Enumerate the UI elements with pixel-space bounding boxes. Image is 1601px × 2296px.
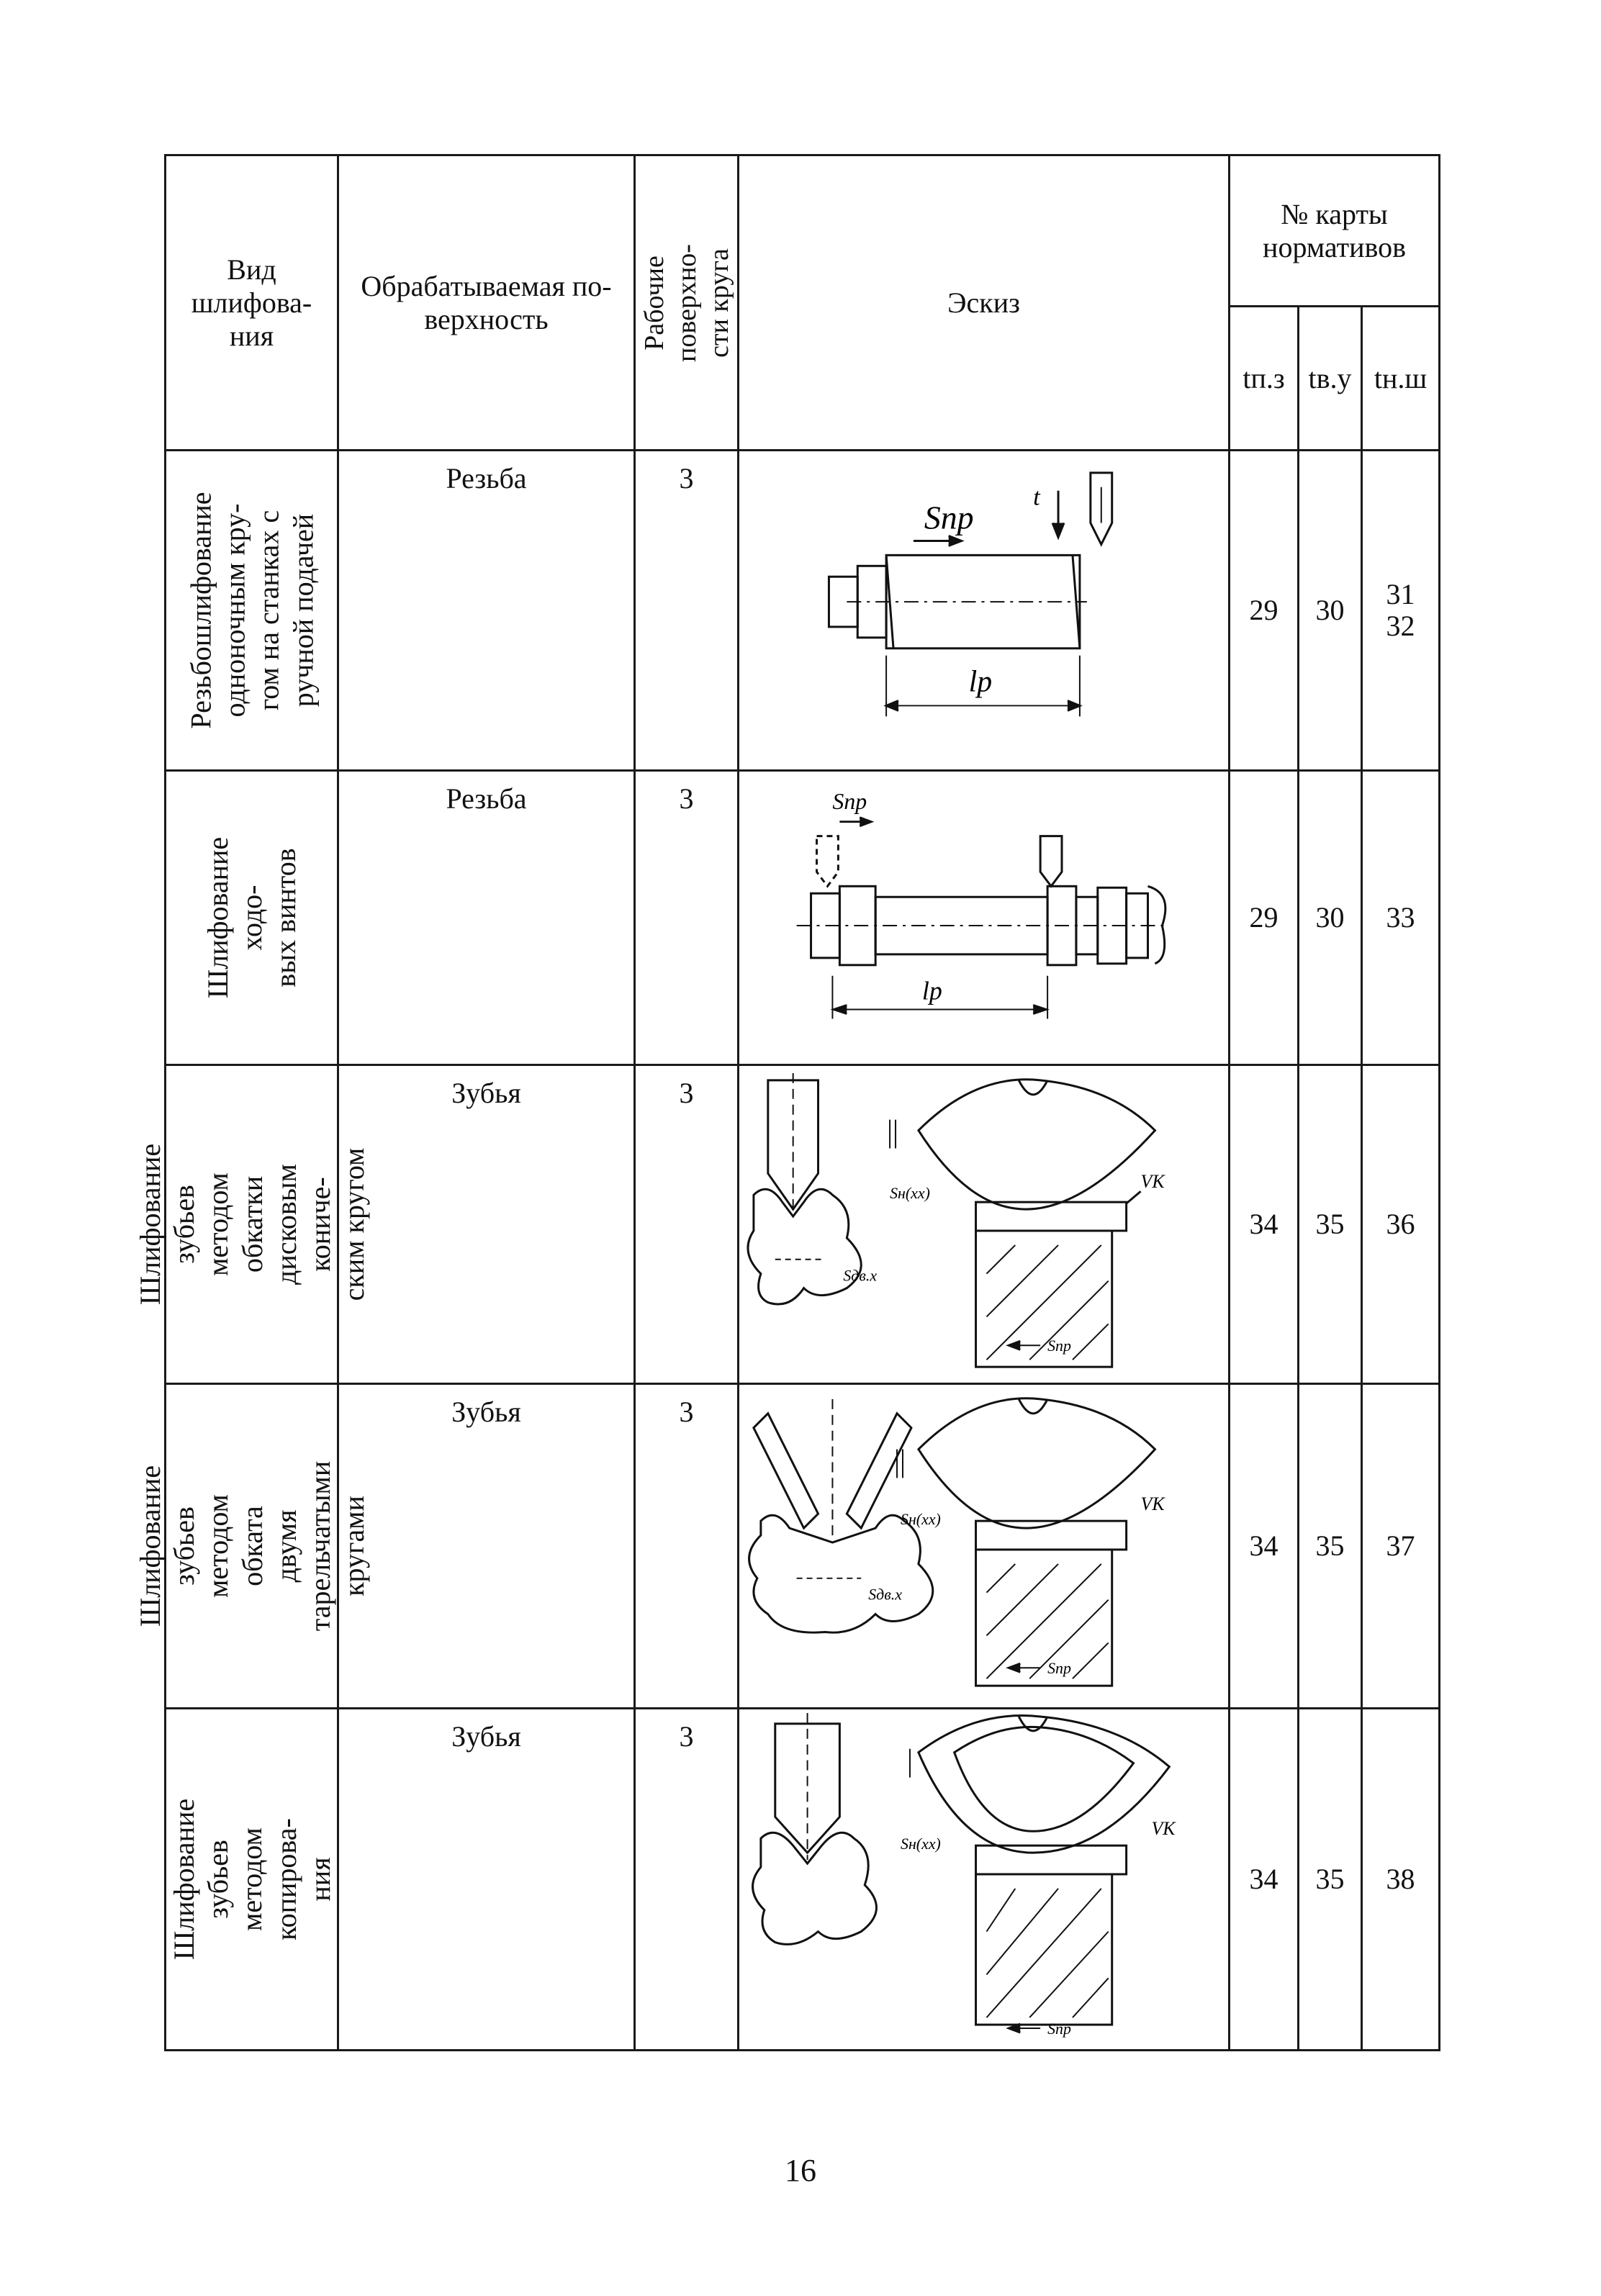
row-type-cell (166, 451, 338, 771)
row-working-surfaces-cell (635, 1709, 739, 2051)
label-long-feed: Sпр (1047, 1337, 1071, 1355)
row-tpz: 34 (1249, 1863, 1278, 1896)
page-number: 16 (785, 2153, 816, 2188)
row-tvu: 30 (1315, 594, 1345, 627)
header-tpz-label: tп.з (1243, 361, 1285, 394)
row-sketch-cell (739, 1065, 1230, 1384)
header-tpz-cell (1230, 307, 1299, 451)
row-tnsh-cell (1362, 1384, 1440, 1709)
row-tpz-cell (1230, 1384, 1299, 1709)
row-tnsh-cell (1362, 1065, 1440, 1384)
header-tvu-label: tв.у (1308, 361, 1352, 394)
row-surface-text: Резьба (446, 462, 527, 494)
label-vertical-feed: Sн(хх) (901, 1835, 941, 1853)
row-tpz-cell (1230, 1065, 1299, 1384)
row-type-text: Шлифование зубьев методом копирова- ния (167, 1799, 336, 1961)
label-wheel-speed: VK (1151, 1818, 1176, 1840)
row-tnsh-cell (1362, 451, 1440, 771)
row-tvu: 35 (1315, 1529, 1345, 1563)
row-tvu-cell (1299, 451, 1362, 771)
row-type-text: Шлифование зубьев методом обката двумя тарельчатыми кругами (133, 1461, 370, 1632)
row-surface-text: Зубья (451, 1720, 521, 1753)
row-tpz: 29 (1249, 901, 1278, 934)
row-tnsh: 31 32 (1386, 578, 1415, 643)
header-surface-cell (338, 155, 635, 451)
row-surface-cell (338, 1384, 635, 1709)
grinding-norms-table (133, 154, 1440, 2051)
header-sketch-label: Эскиз (947, 286, 1020, 319)
label-depth: t (1033, 484, 1040, 511)
header-sketch-cell (739, 155, 1230, 451)
gear-two-dish-wheels-sketch (739, 1385, 1228, 1707)
header-working-surfaces-label: Рабочие поверхно- сти круга (639, 243, 734, 362)
table-row (166, 451, 1440, 771)
header-type-label: Вид шлифова- ния (191, 253, 312, 352)
row-type-text: Шлифование зубьев методом обкатки дисковым кониче- ским кругом (133, 1144, 370, 1306)
row-tpz-cell (1230, 771, 1299, 1065)
row-tnsh-cell (1362, 1709, 1440, 2051)
table-row (166, 1709, 1440, 2051)
row-tpz-cell (1230, 1709, 1299, 2051)
label-rolling-feed: Sдв.х (868, 1585, 902, 1604)
row-working-surfaces-text: 3 (679, 782, 694, 815)
row-working-surfaces-text: 3 (679, 462, 694, 494)
row-working-surfaces-text: 3 (679, 1396, 694, 1429)
header-tvu-cell (1299, 307, 1362, 451)
row-working-surfaces-text: 3 (679, 1720, 694, 1753)
row-tnsh: 33 (1386, 901, 1415, 934)
label-length: lр (921, 976, 942, 1005)
label-long-feed: Sпр (1047, 2020, 1071, 2038)
row-sketch-cell (739, 1709, 1230, 2051)
row-tnsh-cell (1362, 771, 1440, 1065)
row-working-surfaces-cell (635, 451, 739, 771)
row-type-cell (166, 1709, 338, 2051)
header-working-surfaces-cell (635, 155, 739, 451)
row-surface-cell (338, 451, 635, 771)
row-working-surfaces-cell (635, 1065, 739, 1384)
row-tvu-cell (1299, 1065, 1362, 1384)
label-feed: Sпр (924, 499, 974, 536)
header-tnsh-label: tн.ш (1374, 361, 1428, 394)
row-surface-text: Зубья (451, 1396, 521, 1429)
row-tpz: 29 (1249, 594, 1278, 627)
row-type-cell (133, 1384, 370, 1709)
row-surface-text: Резьба (446, 782, 527, 815)
label-wheel-speed: VK (1140, 1171, 1165, 1193)
row-type-cell (133, 1065, 370, 1384)
label-vertical-feed: Sн(хх) (901, 1510, 941, 1529)
header-tnsh-cell (1362, 307, 1440, 451)
row-tvu-cell (1299, 771, 1362, 1065)
row-tnsh: 36 (1386, 1208, 1415, 1241)
header-card-group-cell (1230, 155, 1440, 307)
label-feed: Sпр (832, 788, 867, 814)
row-tvu: 30 (1315, 901, 1345, 934)
row-surface-cell (338, 1065, 635, 1384)
row-surface-cell (338, 771, 635, 1065)
row-tpz: 34 (1249, 1208, 1278, 1241)
row-sketch-cell (739, 451, 1230, 771)
row-tpz-cell (1230, 451, 1299, 771)
row-tvu-cell (1299, 1384, 1362, 1709)
row-tnsh: 37 (1386, 1529, 1415, 1563)
gear-conical-wheel-sketch (739, 1066, 1228, 1383)
header-surface-label: Обрабатываемая по- верхность (361, 269, 612, 335)
label-rolling-feed: Sдв.х (843, 1266, 878, 1285)
table-row (166, 1384, 1440, 1709)
row-working-surfaces-text: 3 (679, 1077, 694, 1110)
row-tpz: 34 (1249, 1529, 1278, 1563)
table-row (166, 771, 1440, 1065)
label-vertical-feed: Sн(хх) (890, 1184, 930, 1203)
label-wheel-speed: VK (1140, 1493, 1165, 1515)
row-tnsh: 38 (1386, 1863, 1415, 1896)
row-type-text: Шлифование ходо- вых винтов (201, 836, 302, 999)
row-sketch-cell (739, 1384, 1230, 1709)
row-tvu: 35 (1315, 1208, 1345, 1241)
row-type-text: Резьбошлифование одноночным кру- гом на станках с ручной подачей (184, 492, 319, 729)
table-row (166, 1065, 1440, 1384)
row-surface-cell (338, 1709, 635, 2051)
label-long-feed: Sпр (1047, 1659, 1071, 1678)
header-type-cell (166, 155, 338, 451)
row-working-surfaces-cell (635, 771, 739, 1065)
label-length: lр (968, 665, 993, 699)
gear-copying-sketch (739, 1709, 1228, 2049)
header-card-group-label: № карты нормативов (1263, 197, 1406, 263)
row-tvu-cell (1299, 1709, 1362, 2051)
lead-screw-grinding-sketch (739, 772, 1228, 1064)
thread-grinding-sketch (739, 451, 1228, 769)
row-type-cell (166, 771, 338, 1065)
row-working-surfaces-cell (635, 1384, 739, 1709)
row-tvu: 35 (1315, 1863, 1345, 1896)
row-sketch-cell (739, 771, 1230, 1065)
row-surface-text: Зубья (451, 1077, 521, 1110)
